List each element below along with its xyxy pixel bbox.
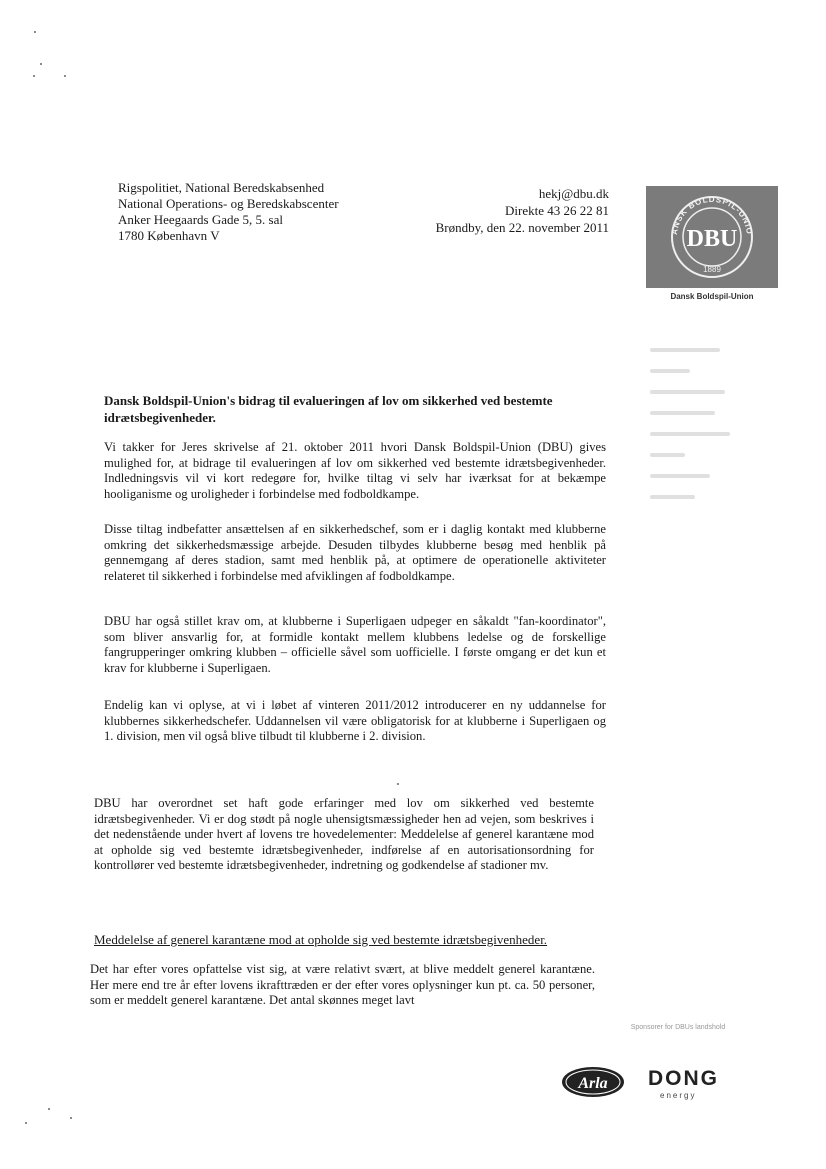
scan-speck	[48, 1108, 50, 1110]
contact-phone: Direkte 43 26 22 81	[505, 203, 609, 218]
sidebar-faint-text	[650, 348, 760, 516]
scan-speck	[70, 1117, 72, 1119]
logo-text: DBU	[686, 226, 738, 252]
body-paragraph: DBU har overordnet set haft gode erfaringer med lov om sikkerhed ved bestemte idrætsbegivenheder. Vi er dog stødt på nogle uhensigtsmæssigheder hen ad vejen, som beskrives i det nedenstående under hvert af lovens tre hovedelementer: Meddelelse af generel karantæne mod at opholde sig ved bestemte idrætsbegivenheder, indførelse af en autorisationsordning for kontrollører ved bestemte idrætsbegivenheder, indretning og godkendelse af stadioner mv.	[94, 796, 594, 872]
arla-logo-icon	[560, 1064, 626, 1100]
body-paragraph: Det har efter vores opfattelse vist sig, at være relativt svært, at blive meddelt generel karantæne. Her mere end tre år efter lovens ikrafttræden er der efter vores oplysninger kun pt. ca. 50 personer, som er meddelt generel karantæne. Det antal skønnes meget lavt	[90, 962, 595, 1007]
sponsor-caption: Sponsorer for DBUs landshold	[630, 1024, 726, 1031]
arla-logo	[560, 1064, 626, 1105]
contact-block	[349, 185, 609, 236]
address-line: Rigspolitiet, National Beredskabsenhed	[118, 180, 325, 195]
dbu-logo	[646, 186, 778, 288]
scan-speck	[34, 31, 36, 33]
dbu-emblem-icon	[646, 186, 778, 288]
scan-speck	[397, 783, 399, 785]
scan-speck	[33, 75, 35, 77]
body-paragraph: Disse tiltag indbefatter ansættelsen af en sikkerhedschef, som er i daglig kontakt med klubberne omkring det sikkerhedsmæssige arbejde. Desuden tilbydes klubberne besøg med henblik på gennemgang af deres stadion, samt med henblik på, at optimere de operationelle aktiviteter relateret til sikkerhed i forbindelse med afviklingen af fodboldkampe.	[104, 522, 606, 583]
logo-caption: Dansk Boldspil-Union	[670, 292, 754, 301]
scan-speck	[40, 63, 42, 65]
dong-energy-text: energy	[660, 1091, 697, 1100]
letter-title: Dansk Boldspil-Union's bidrag til evalueringen af lov om sikkerhed ved bestemte idrætsbegivenheder.	[104, 393, 553, 425]
address-line: National Operations- og Beredskabscenter	[118, 196, 339, 211]
body-paragraph: Endelig kan vi oplyse, at vi i løbet af vinteren 2011/2012 introducerer en ny uddannelse for klubbernes sikkerhedschefer. Uddannelsen vil være obligatorisk for at klubberne i Superligaen og 1. division, men vil også blive tilbudt til klubberne i 2. division.	[104, 698, 606, 743]
logo-ring-text: ANSK BOLDSPIL-UNIO	[669, 194, 755, 236]
contact-email[interactable]: hekj@dbu.dk	[538, 186, 609, 201]
address-line: 1780 København V	[118, 228, 220, 243]
body-paragraph: Vi takker for Jeres skrivelse af 21. oktober 2011 hvori Dansk Boldspil-Union (DBU) gives mulighed for, at bidrage til evalueringen af lov om sikkerhed ved bestemte idrætsbegivenheder. Indledningsvis vil vi kort redegøre for, hvilke tiltag vi selv har iværksat for at bekæmpe hooliganisme og uroligheder i forbindelse med fodboldkampe.	[104, 440, 606, 501]
body-paragraph: DBU har også stillet krav om, at klubberne i Superligaen udpeger en såkaldt "fan-koordinator", som bliver ansvarlig for, at formidle kontakt mellem klubbens ledelse og de forskellige fangrupperinger omkring klubben – officielle såvel som uofficielle. I første omgang er det kun et krav for klubberne i Superligaen.	[104, 614, 606, 675]
logo-year: 1889	[703, 265, 721, 274]
section-heading: Meddelelse af generel karantæne mod at opholde sig ved bestemte idrætsbegivenheder.	[94, 932, 548, 947]
scan-speck	[64, 75, 66, 77]
scan-speck	[25, 1122, 27, 1124]
arla-logo-text: Arla	[578, 1075, 608, 1092]
address-line: Anker Heegaards Gade 5, 5. sal	[118, 212, 283, 227]
dong-logo-text: DONG	[648, 1067, 719, 1090]
recipient-address	[118, 180, 339, 244]
letter-date: Brøndby, den 22. november 2011	[435, 220, 609, 235]
